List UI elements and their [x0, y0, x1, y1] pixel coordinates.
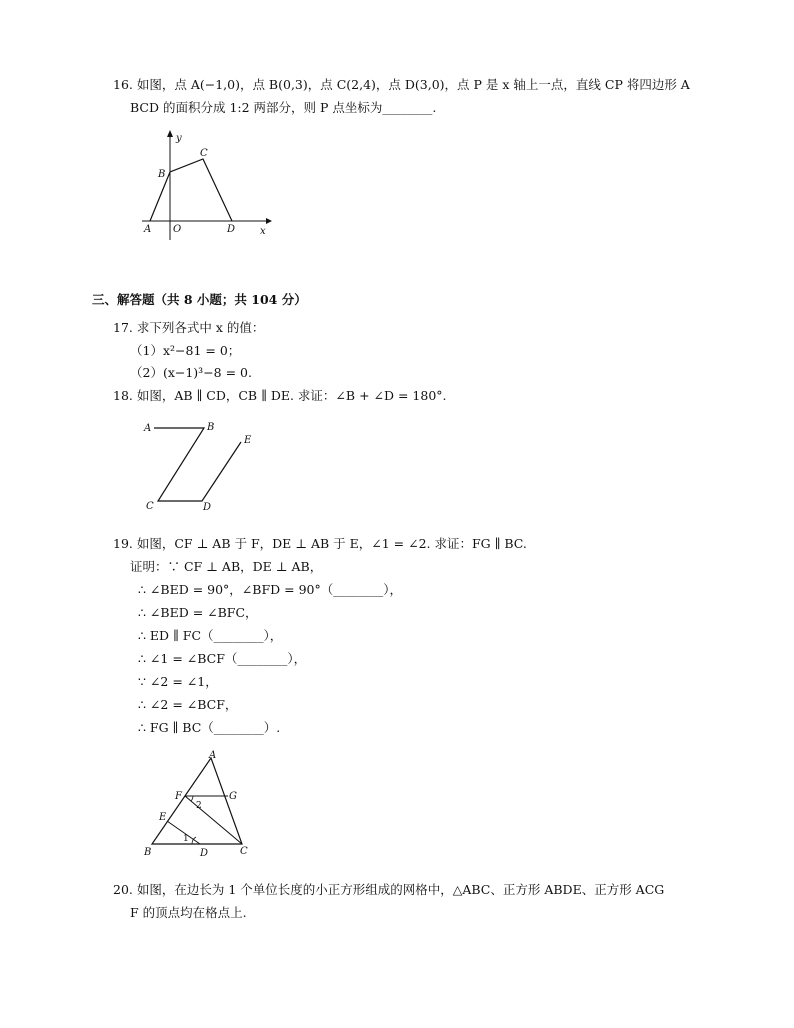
- y-axis-arrow: [167, 130, 173, 137]
- x-axis-arrow: [266, 218, 272, 224]
- q18-figure: [138, 415, 258, 515]
- q20-line1: 20. 如图，在边长为 1 个单位长度的小正方形组成的网格中，△ABC、正方形 ABDE、正方形 ACG: [113, 882, 665, 897]
- q19-proof-line-5: ∵ ∠2 = ∠1，: [138, 674, 218, 689]
- q17-stem: 17. 求下列各式中 x 的值：: [113, 320, 265, 335]
- q20-line2: F 的顶点均在格点上.: [130, 905, 247, 920]
- q19-proof-line-3: ∴ ED ∥ FC（________），: [138, 628, 283, 643]
- label-g: G: [229, 791, 237, 802]
- angle-2-arc: [191, 796, 193, 801]
- label-b: B: [144, 847, 152, 858]
- q19-proof-line-4: ∴ ∠1 = ∠BCF（________），: [138, 651, 307, 666]
- label-a: A: [144, 224, 152, 235]
- q19-figure: [140, 748, 260, 860]
- label-y: y: [176, 133, 182, 144]
- label-b: B: [207, 422, 215, 433]
- q18-lines: [154, 428, 241, 501]
- q17-part1: （1）x²−81 = 0；: [130, 343, 241, 358]
- label-d: D: [203, 502, 212, 513]
- label-b: B: [158, 169, 166, 180]
- label-f: F: [175, 791, 182, 802]
- q18-stem: 18. 如图，AB ∥ CD，CB ∥ DE. 求证：∠B + ∠D = 180°.: [113, 388, 447, 403]
- label-x: x: [260, 226, 266, 237]
- label-e: E: [159, 812, 167, 823]
- q19-proof-line-1: ∴ ∠BED = 90°，∠BFD = 90°（________），: [138, 582, 402, 597]
- label-c: C: [200, 148, 208, 159]
- q17-part2: （2）(x−1)³−8 = 0.: [130, 365, 252, 380]
- q19-proof-line-6: ∴ ∠2 = ∠BCF，: [138, 697, 238, 712]
- label-a: A: [144, 423, 152, 434]
- q16-line1: 16. 如图，点 A(−1,0)，点 B(0,3)，点 C(2,4)，点 D(3,0)，点 P 是 x 轴上一点，直线 CP 将四边形 A: [113, 77, 690, 92]
- q19-proof-line-2: ∴ ∠BED = ∠BFC，: [138, 605, 258, 620]
- label-e: E: [244, 435, 252, 446]
- section-title: 三、解答题（共 8 小题；共 104 分）: [92, 292, 307, 307]
- label-angle-1: 1: [183, 834, 189, 844]
- label-d: D: [200, 848, 209, 859]
- q16-line2: BCD 的面积分成 1:2 两部分，则 P 点坐标为________.: [130, 100, 437, 115]
- label-angle-2: 2: [196, 801, 202, 811]
- q16-figure: [138, 128, 278, 240]
- q19-proof-line-7: ∴ FG ∥ BC（________）.: [138, 720, 281, 735]
- label-d: D: [227, 224, 236, 235]
- q19-stem: 19. 如图，CF ⊥ AB 于 F，DE ⊥ AB 于 E，∠1 = ∠2. 求证：FG ∥ BC.: [113, 536, 527, 551]
- label-c: C: [240, 846, 248, 857]
- label-o: O: [173, 224, 182, 235]
- q19-proof-line-0: 证明：∵ CF ⊥ AB，DE ⊥ AB，: [130, 559, 323, 574]
- label-a: A: [209, 750, 217, 761]
- label-c: C: [146, 501, 154, 512]
